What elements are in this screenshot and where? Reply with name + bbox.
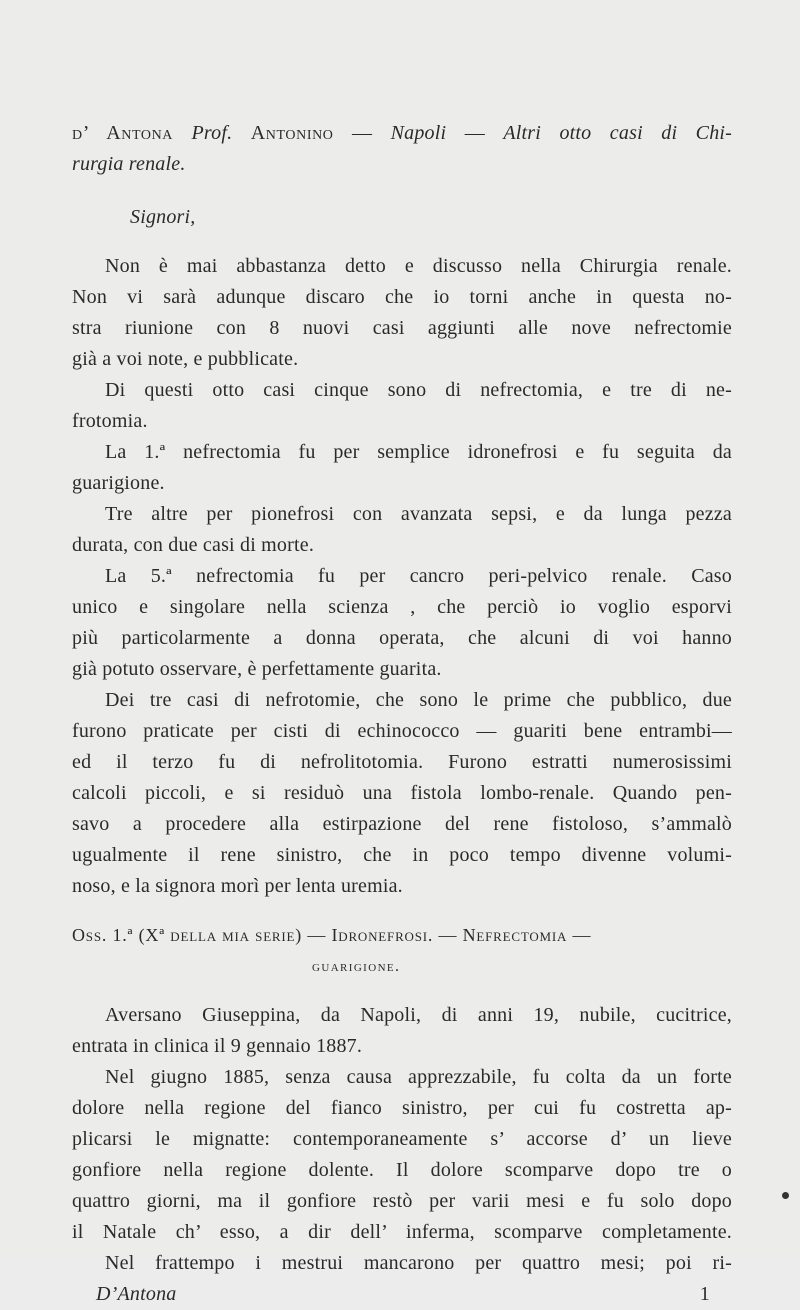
paragraph-line: durata, con due casi di morte. <box>72 534 315 556</box>
paragraph-line: frotomia. <box>72 410 148 432</box>
paragraph-line: Non vi sarà adunque discaro che io torni anche in questa no- <box>72 286 732 308</box>
text-body <box>72 118 732 1310</box>
case-line: il Natale ch’ esso, a dir dell’ inferma, scomparve completamente. <box>72 1221 732 1243</box>
case-line: Aversano Giuseppina, da Napoli, di anni 19, nubile, cucitrice, <box>105 1004 732 1026</box>
paragraph-line: calcoli piccoli, e si residuò una fistola lombo-renale. Quando pen- <box>72 782 732 804</box>
case-line: plicarsi le mignatte: contemporaneamente s’ accorse d’ un lieve <box>72 1128 732 1150</box>
page-footer <box>72 1279 732 1310</box>
case-line: quattro giorni, ma il gonfiore restò per varii mesi e fu solo dopo <box>72 1190 732 1212</box>
case-line: Nel giugno 1885, senza causa apprezzabile, fu colta da un forte <box>105 1066 732 1088</box>
paragraph-line: già potuto osservare, è perfettamente guarita. <box>72 658 442 680</box>
paragraph-line: già a voi note, e pubblicate. <box>72 348 299 370</box>
author-name: Antona <box>106 122 174 144</box>
paragraph-line: guarigione. <box>72 472 165 494</box>
case-line: gonfiore nella regione dolente. Il dolore scomparve dopo tre o <box>72 1159 732 1181</box>
paragraph-line: Non è mai abbastanza detto e discusso nella Chirurgia renale. <box>105 255 732 277</box>
title-line-2: rurgia renale. <box>72 153 186 175</box>
paragraph-line: Tre altre per pionefrosi con avanzata sepsi, e da lunga pezza <box>105 503 732 525</box>
salutation: Signori, <box>130 206 196 228</box>
footer-sheet-number: 1 <box>699 1283 710 1305</box>
paragraph-line: Di questi otto casi cinque sono di nefrectomia, e tre di ne- <box>105 379 732 401</box>
case-line: Nel frattempo i mestrui mancarono per quattro mesi; poi ri- <box>105 1252 732 1274</box>
paragraph-line: ugualmente il rene sinistro, che in poco tempo divenne volumi- <box>72 844 732 866</box>
paragraph-line: noso, e la signora morì per lenta uremia. <box>72 875 403 897</box>
paragraph-line: La 1.ª nefrectomia fu per semplice idronefrosi e fu seguita da <box>105 441 732 463</box>
first-name: Antonino <box>250 122 334 144</box>
case-line: dolore nella regione del fianco sinistro, per cui fu costretta ap- <box>72 1097 732 1119</box>
observation-heading-2: guarigione. <box>312 958 401 975</box>
footer-signature: D’Antona <box>96 1283 177 1305</box>
paragraph-line: stra riunione con 8 nuovi casi aggiunti alle nove nefrectomie <box>72 317 732 339</box>
paragraph-line: La 5.ª nefrectomia fu per cancro peri-pelvico renale. Caso <box>105 565 732 587</box>
ink-dot <box>782 1192 789 1199</box>
paragraph-line: furono praticate per cisti di echinococco — guariti bene entrambi— <box>72 720 732 742</box>
paragraph-line: unico e singolare nella scienza , che perciò io voglio esporvi <box>72 596 732 618</box>
paragraph-line: ed il terzo fu di nefrolitotomia. Furono estratti numerosissimi <box>72 751 732 773</box>
author-prefix: d’ <box>72 122 107 144</box>
observation-heading: Oss. 1.ª (Xª della mia serie) — Idronefrosi. — Nefrectomia — <box>72 925 592 945</box>
title-rest-1: Altri otto casi di Chi- <box>503 122 733 144</box>
title-line-1 <box>72 118 732 149</box>
title-prof: Prof. <box>191 122 233 144</box>
title-city: Napoli <box>390 122 447 144</box>
title-dash-1: — <box>333 122 391 144</box>
case-line: entrata in clinica il 9 gennaio 1887. <box>72 1035 363 1057</box>
paragraph-line: Dei tre casi di nefrotomie, che sono le prime che pubblico, due <box>105 689 732 711</box>
paragraph-line: più particolarmente a donna operata, che alcuni di voi hanno <box>72 627 732 649</box>
paragraph-line: savo a procedere alla estirpazione del rene fistoloso, s’ammalò <box>72 813 732 835</box>
title-dash-2: — <box>446 122 504 144</box>
